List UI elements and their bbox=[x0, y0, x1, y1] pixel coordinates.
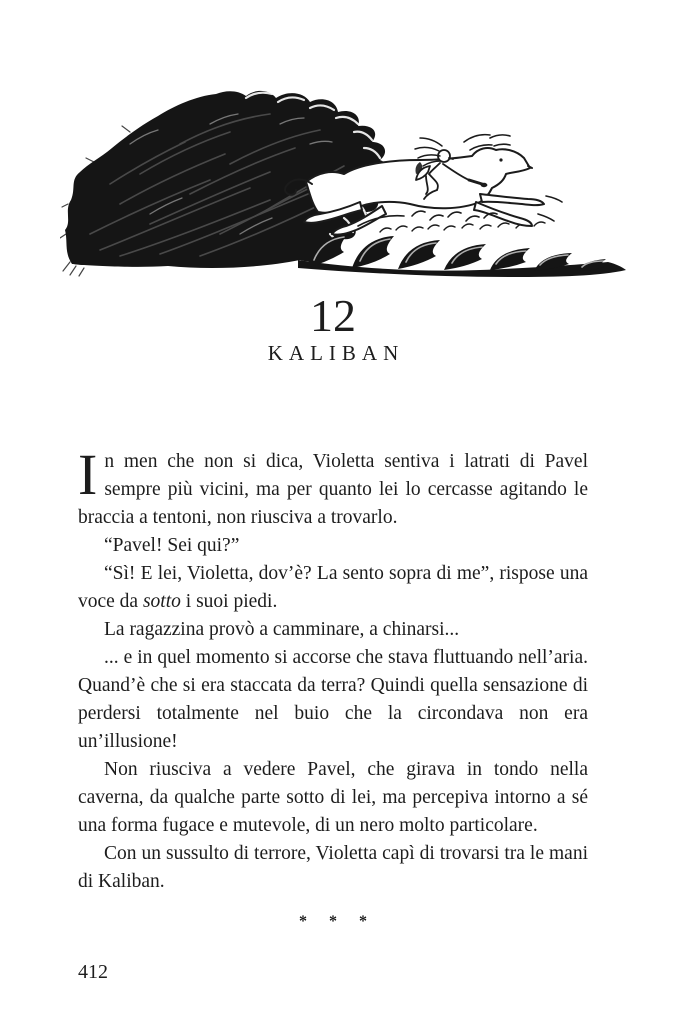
paragraph bbox=[78, 644, 588, 756]
page-number: 412 bbox=[78, 961, 108, 983]
paragraph-text: “Sì! E lei, Violetta, dov’è? La sento sopra di me”, rispose una voce da bbox=[78, 563, 588, 612]
paragraph bbox=[78, 616, 588, 644]
chapter-number: 12 bbox=[310, 290, 356, 341]
paragraph-text: Non riusciva a vedere Pavel, che girava in tondo nella caverna, da qualche parte sotto di lei, ma percepiva intorno a sé una forma fugace e mutevole, di un nero molto particolare. bbox=[78, 759, 588, 836]
paragraph-text: “Pavel! Sei qui?” bbox=[104, 535, 240, 556]
paragraph-text: Con un sussulto di terrore, Violetta capì di trovarsi tra le mani di Kaliban. bbox=[78, 843, 588, 892]
paragraph bbox=[78, 442, 588, 532]
paragraph bbox=[78, 560, 588, 616]
paragraph bbox=[78, 756, 588, 840]
paragraph-text-italic: sotto bbox=[142, 591, 181, 612]
paragraph-text: i suoi piedi. bbox=[180, 591, 278, 612]
paragraph-text: ... e in quel momento si accorse che stava fluttuando nell’aria. Quand’è che si era staccata da terra? Quindi quella sensazione di perdersi totalmente nel buio che la circondava non era un’illusione! bbox=[78, 647, 588, 752]
paragraph bbox=[78, 532, 588, 560]
body-text bbox=[78, 442, 588, 896]
paragraph-text: n men che non si dica, Violetta sentiva i latrati di Pavel sempre più vicini, ma per quanto lei lo cercasse agitando le braccia a tentoni, non riusciva a trovarlo. bbox=[78, 451, 588, 528]
paragraph-text: La ragazzina provò a camminare, a chinarsi... bbox=[104, 619, 460, 640]
chapter-title: KALIBAN bbox=[267, 341, 405, 365]
chapter-illustration bbox=[60, 84, 632, 282]
paragraph bbox=[78, 840, 588, 896]
drop-cap: I bbox=[78, 442, 98, 507]
section-separator: * * * bbox=[299, 913, 376, 930]
